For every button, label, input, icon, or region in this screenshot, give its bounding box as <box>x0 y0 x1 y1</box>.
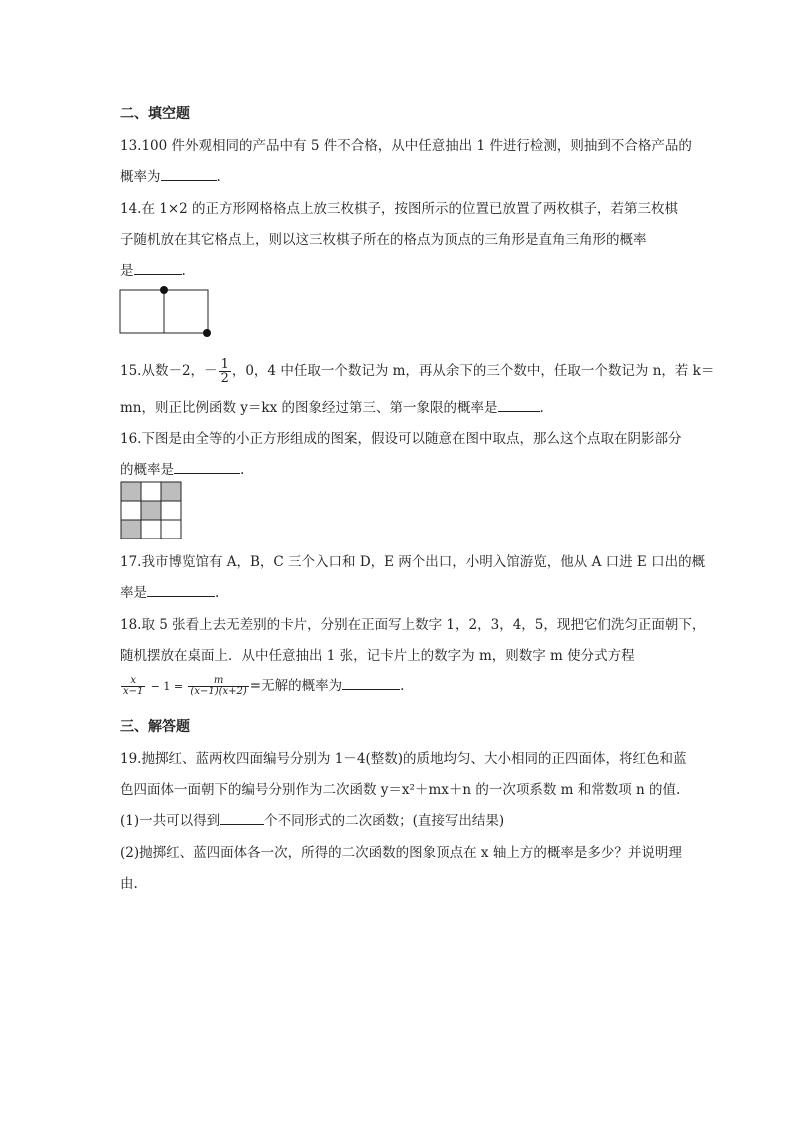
q19-part1-text-cont: 个不同形式的二次函数；(直接写出结果) <box>264 813 505 829</box>
q19-part2: (2)抛掷红、蓝四面体各一次，所得的二次函数的图象顶点在 x 轴上方的概率是多少？并说明理 <box>120 845 682 861</box>
q17-end: . <box>215 585 220 601</box>
q14-grid-figure <box>118 286 214 340</box>
q16-shaded-grid-figure <box>120 481 182 539</box>
equation-fraction-m <box>188 676 248 697</box>
q16-line1: 16.下图是由全等的小正方形组成的图案，假设可以随意在图中取点，那么这个点取在阴影部分 <box>120 431 682 447</box>
q17-line1: 17.我市博览馆有 A，B，C 三个入口和 D，E 两个出口，小明入馆游览，他从 A 口进 E 口出的概 <box>120 554 706 570</box>
q15-line1 <box>120 358 714 385</box>
answer-blank[interactable] <box>498 399 540 412</box>
q16-end: . <box>240 462 245 478</box>
q14-line2: 子随机放在其它格点上，则以这三枚棋子所在的格点为顶点的三角形是直角三角形的概率 <box>120 232 647 248</box>
fraction-denominator: x−1 <box>123 686 144 697</box>
q13-text: 概率为 <box>120 169 161 185</box>
q18-equation-line <box>120 674 404 697</box>
blank-cell <box>161 501 181 520</box>
q18-text: =无解的概率为 <box>249 678 343 694</box>
q19-line1: 19.抛掷红、蓝两枚四面编号分别为 1－4(整数)的质地均匀、大小相同的正四面体，将红色和蓝 <box>120 751 687 767</box>
q19-part2-cont: 由. <box>120 876 138 892</box>
q18-end: . <box>400 678 405 694</box>
fraction-numerator: 1 <box>220 357 229 372</box>
blank-cell <box>141 520 161 539</box>
q16-line2 <box>120 458 244 478</box>
blank-cell <box>141 482 161 501</box>
fraction-denominator: (x−1)(x+2) <box>190 686 247 697</box>
equation-middle: − 1 = <box>150 680 184 693</box>
q15-text: 15.从数－2，－ <box>120 363 218 379</box>
q17-line2 <box>120 581 219 601</box>
q19-part1-text: (1)一共可以得到 <box>120 813 221 829</box>
shaded-cell <box>161 482 181 501</box>
chess-piece <box>203 329 211 337</box>
q15-text-cont: ，0，4 中任取一个数记为 m，再从余下的三个数中，任取一个数记为 n，若 k＝ <box>231 363 715 379</box>
q15-line2 <box>120 396 544 416</box>
q18-line1: 18.取 5 张看上去无差别的卡片，分别在正面写上数字 1，2，3，4，5，现把它们洗匀正面朝下， <box>120 617 706 633</box>
fraction-one-half <box>219 358 231 385</box>
answer-blank[interactable] <box>147 584 215 597</box>
shaded-cell <box>121 520 141 539</box>
answer-blank[interactable] <box>161 168 217 181</box>
q16-text: 的概率是 <box>120 462 174 478</box>
blank-cell <box>121 501 141 520</box>
q13-line2 <box>120 165 221 185</box>
fraction-denominator: 2 <box>220 371 229 386</box>
q14-end: . <box>181 263 186 279</box>
q13-end: . <box>216 169 221 185</box>
chess-piece <box>160 286 168 294</box>
blank-cell <box>161 520 181 539</box>
equation-fraction-x-over-x-minus-1 <box>121 676 145 697</box>
q19-part1 <box>120 809 504 829</box>
section-title-fill-blank: 二、填空题 <box>120 106 190 122</box>
q15-text2: mn，则正比例函数 y＝kx 的图象经过第三、第一象限的概率是 <box>120 400 498 416</box>
q14-text: 是 <box>120 263 134 279</box>
fraction-numerator: x <box>121 676 145 687</box>
q14-line1: 14.在 1×2 的正方形网格格点上放三枚棋子，按图所示的位置已放置了两枚棋子，若第三枚棋 <box>120 201 679 217</box>
q13-line1: 13.100 件外观相同的产品中有 5 件不合格，从中任意抽出 1 件进行检测，则抽到不合格产品的 <box>120 138 692 154</box>
answer-blank[interactable] <box>174 461 240 474</box>
answer-blank[interactable] <box>342 677 400 690</box>
answer-blank[interactable] <box>220 812 264 825</box>
shaded-cell <box>121 482 141 501</box>
fraction-numerator: m <box>188 676 248 687</box>
shaded-cell <box>141 501 161 520</box>
q15-end: . <box>539 400 544 416</box>
section-title-answer: 三、解答题 <box>120 719 190 735</box>
q17-text: 率是 <box>120 585 147 601</box>
q14-line3 <box>120 259 186 279</box>
q19-line2: 色四面体一面朝下的编号分别作为二次函数 y＝x²＋mx＋n 的一次项系数 m 和常数项 n 的值. <box>120 782 681 798</box>
q18-line2: 随机摆放在桌面上．从中任意抽出 1 张，记卡片上的数字为 m，则数字 m 使分式方程 <box>120 648 635 664</box>
answer-blank[interactable] <box>134 262 182 275</box>
